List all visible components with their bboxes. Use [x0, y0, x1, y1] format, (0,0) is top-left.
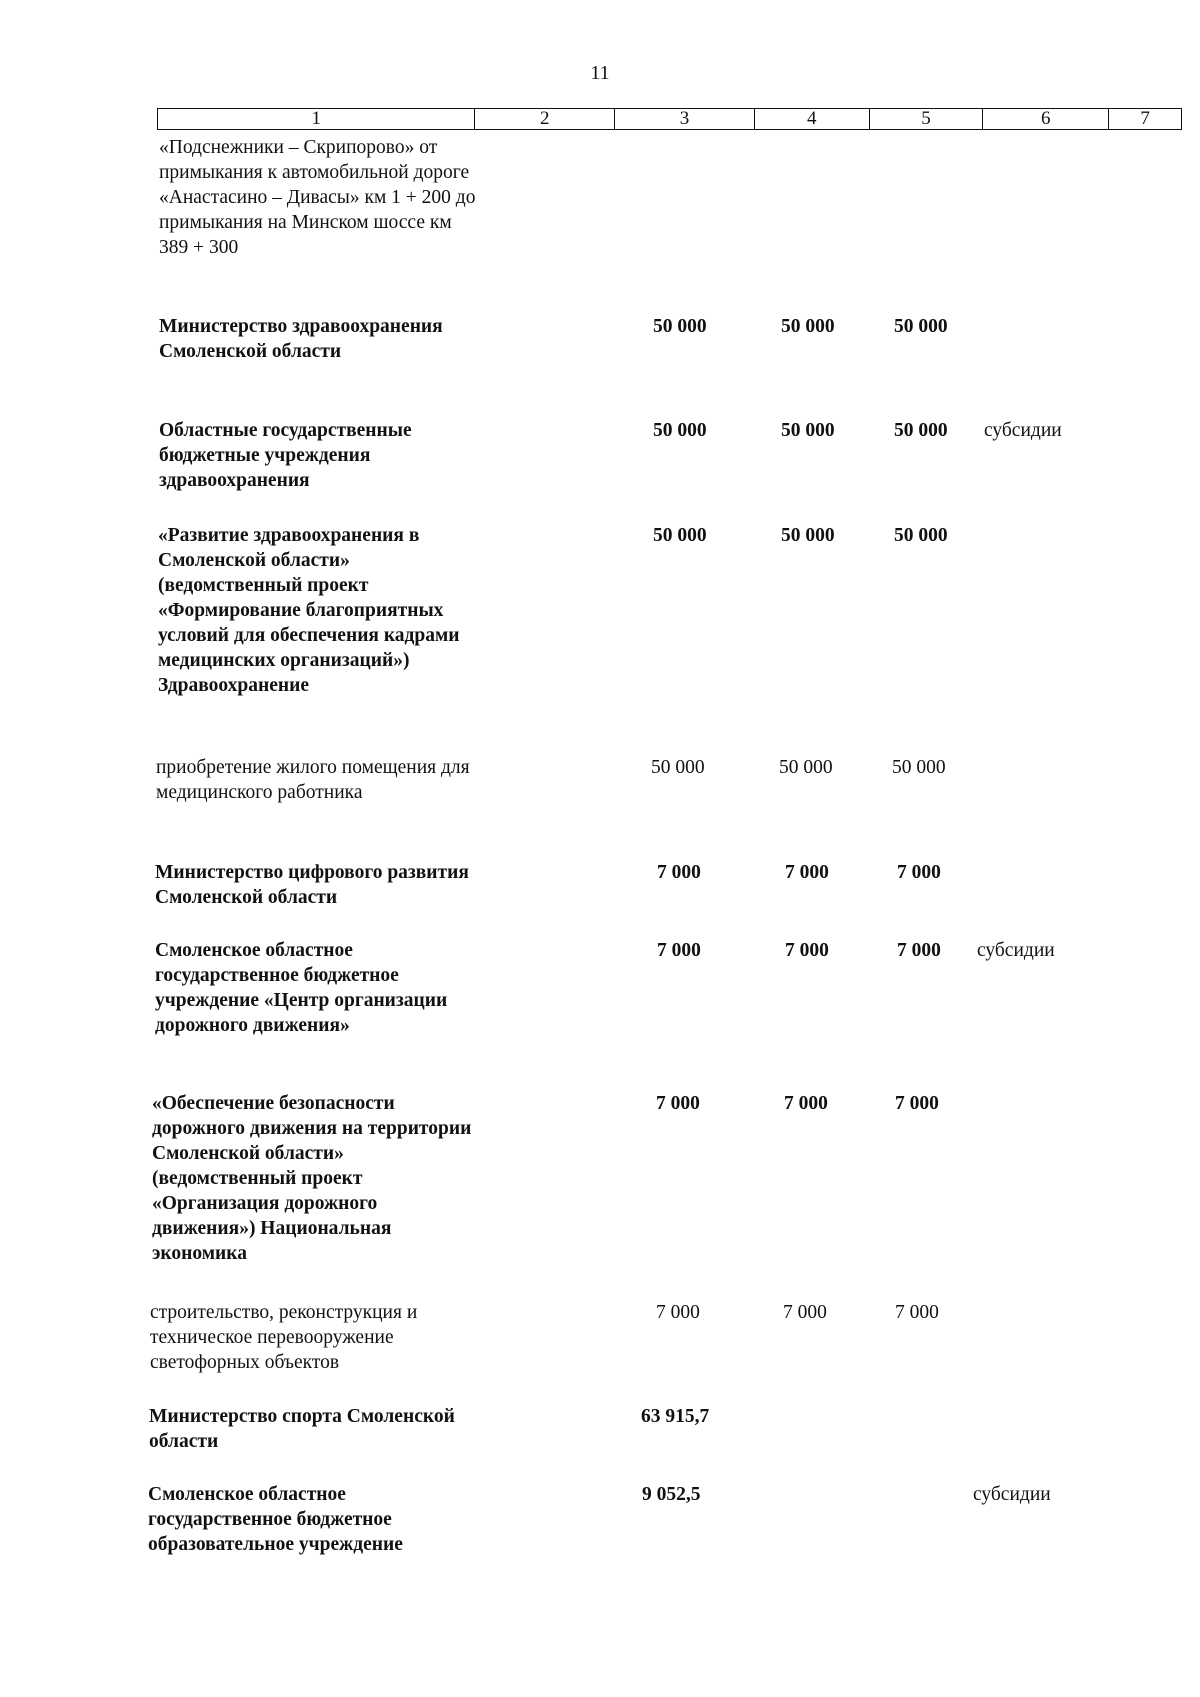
row-name: приобретение жилого помещения для медицинского работника — [156, 757, 470, 803]
value-col-3: 9 052,5 — [642, 1484, 701, 1505]
value-col-3: 7 000 — [657, 940, 701, 961]
value-col-3: 50 000 — [653, 525, 707, 546]
row-name: строительство, реконструкция и техническое перевооружение светофорных объектов — [150, 1302, 418, 1373]
value-col-5: 7 000 — [897, 862, 941, 883]
header-col-4: 4 — [755, 109, 870, 129]
header-col-3: 3 — [615, 109, 755, 129]
value-col-4: 50 000 — [781, 316, 835, 337]
value-col-3: 7 000 — [656, 1093, 700, 1114]
value-col-4: 7 000 — [785, 862, 829, 883]
value-col-6: субсидии — [984, 420, 1062, 441]
row-name: Министерство спорта Смоленской области — [149, 1406, 455, 1452]
header-col-7: 7 — [1140, 108, 1150, 129]
value-col-6: субсидии — [973, 1484, 1051, 1505]
value-col-4: 50 000 — [779, 757, 833, 778]
value-col-5: 50 000 — [894, 420, 948, 441]
value-col-4: 7 000 — [785, 940, 829, 961]
header-col-1: 1 — [158, 109, 475, 129]
row-name: Областные государственные бюджетные учреждения здравоохранения — [159, 420, 412, 491]
value-col-3: 50 000 — [653, 316, 707, 337]
value-col-3: 50 000 — [651, 757, 705, 778]
value-col-5: 50 000 — [892, 757, 946, 778]
header-col-6: 6 — [983, 109, 1109, 129]
value-col-4: 50 000 — [781, 525, 835, 546]
row-name: «Подснежники – Скрипорово» от примыкания к автомобильной дороге «Анастасино – Дивасы» км 1 + 200 до примыкания на Минском шоссе км 389 + 300 — [159, 137, 476, 258]
value-col-5: 50 000 — [894, 525, 948, 546]
row-name: Смоленское областное государственное бюджетное образовательное учреждение — [148, 1484, 403, 1555]
value-col-3: 63 915,7 — [641, 1406, 710, 1427]
row-name: «Обеспечение безопасности дорожного движения на территории Смоленской области» (ведомственный проект «Организация дорожного движения») Национальная экономика — [152, 1093, 472, 1264]
value-col-3: 7 000 — [657, 862, 701, 883]
row-name: «Развитие здравоохранения в Смоленской области» (ведомственный проект «Формирование благоприятных условий для обеспечения кадрами медицинских организаций») Здравоохранение — [158, 525, 460, 696]
value-col-4: 50 000 — [781, 420, 835, 441]
value-col-3: 7 000 — [656, 1302, 700, 1323]
table-header — [157, 108, 1182, 130]
page-number: 11 — [590, 62, 610, 84]
header-col-2: 2 — [475, 109, 615, 129]
value-col-5: 7 000 — [895, 1093, 939, 1114]
row-name: Министерство цифрового развития Смоленской области — [155, 862, 469, 908]
row-name: Министерство здравоохранения Смоленской области — [159, 316, 443, 362]
row-name: Смоленское областное государственное бюджетное учреждение «Центр организации дорожного движения» — [155, 940, 448, 1036]
value-col-5: 7 000 — [895, 1302, 939, 1323]
value-col-4: 7 000 — [784, 1093, 828, 1114]
value-col-6: субсидии — [977, 940, 1055, 961]
value-col-4: 7 000 — [783, 1302, 827, 1323]
value-col-5: 7 000 — [897, 940, 941, 961]
value-col-3: 50 000 — [653, 420, 707, 441]
header-col-5: 5 — [870, 109, 984, 129]
value-col-5: 50 000 — [894, 316, 948, 337]
